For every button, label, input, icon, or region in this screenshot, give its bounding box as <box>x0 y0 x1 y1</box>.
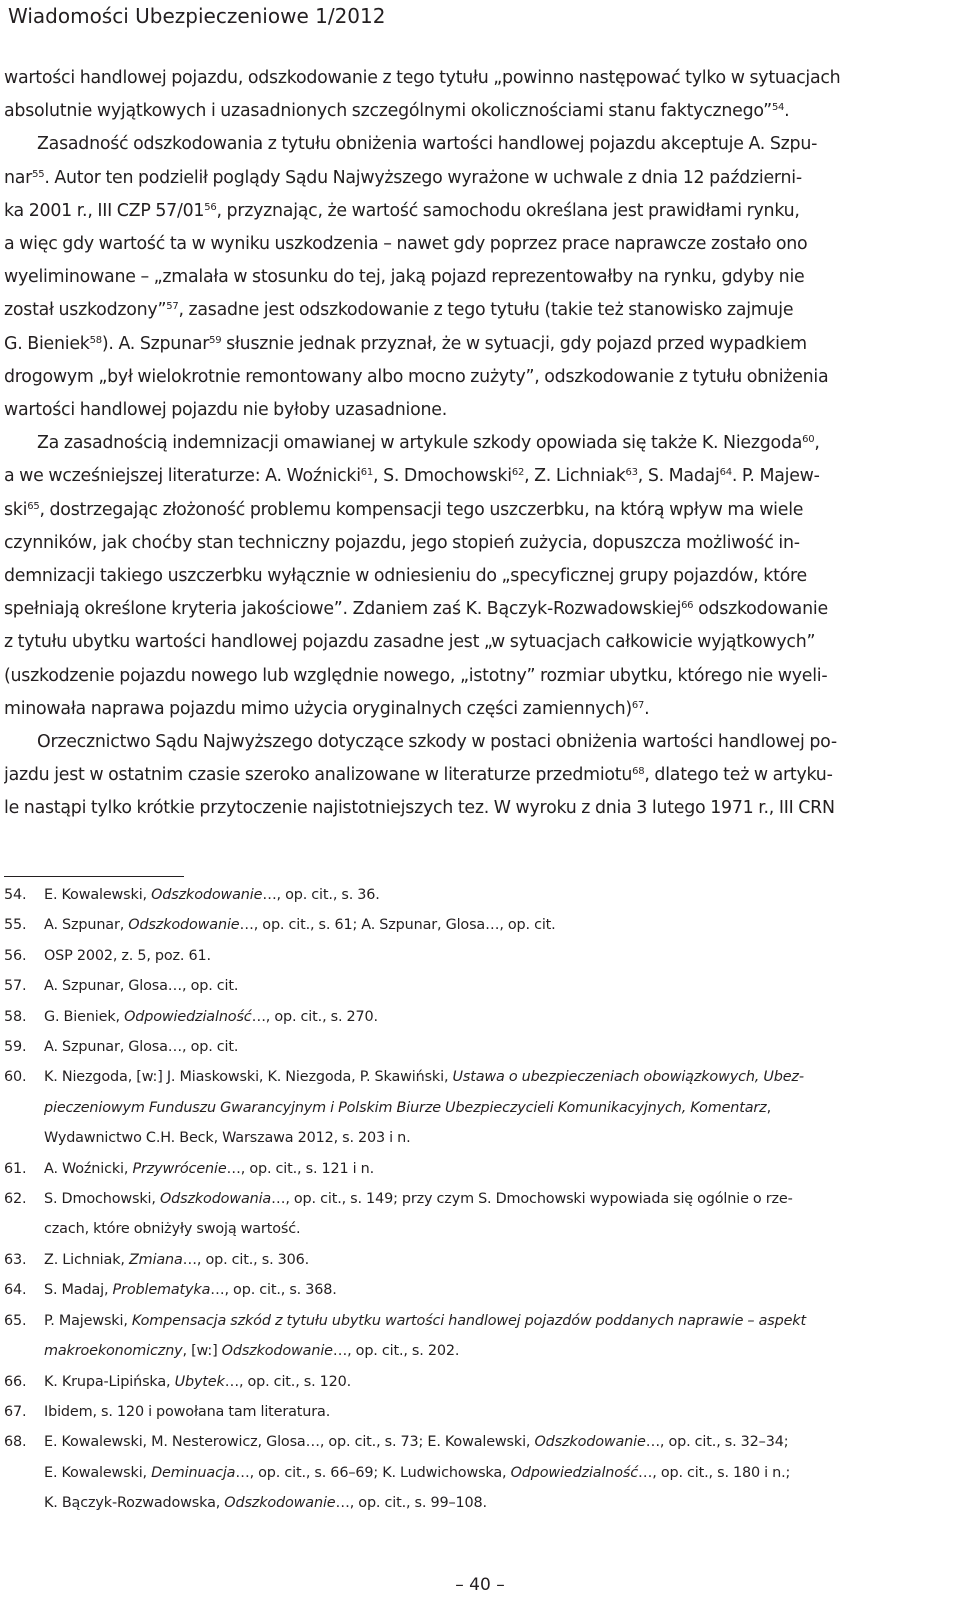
footnote-line <box>44 1062 940 1092</box>
footnote-line <box>44 1093 940 1123</box>
italic-title: Odszkodowanie <box>534 1434 646 1451</box>
footnote-number: 56. <box>4 947 27 964</box>
footnote-line <box>44 1427 940 1457</box>
text-run: ). A. Szpunar <box>101 333 210 354</box>
body-line <box>4 494 940 527</box>
body-line <box>4 195 940 228</box>
body-line <box>4 294 940 327</box>
text-run: słusznie jednak przyznał, że w sytuacji, gdy pojazd przed wypadkiem <box>221 333 807 354</box>
text-run: , <box>814 433 820 454</box>
footnote <box>4 1306 940 1367</box>
footnote-line <box>44 1032 940 1062</box>
footnote <box>4 1427 940 1518</box>
text-run: odszkodowanie <box>693 599 828 620</box>
footnote-line <box>44 1458 940 1488</box>
footnote <box>4 1245 940 1275</box>
footnote-number: 65. <box>4 1312 27 1329</box>
footnote-number: 62. <box>4 1191 27 1208</box>
footnote-ref: 62 <box>511 467 525 479</box>
text-run: K. Niezgoda, [w:] J. Miaskowski, K. Niezgoda, P. Skawiński, <box>44 1069 453 1086</box>
footnote-line <box>44 1275 940 1305</box>
footnote-number: 64. <box>4 1282 27 1299</box>
text-run: …, op. cit., s. 66–69; K. Ludwichowska, <box>235 1464 511 1481</box>
italic-title: Ustawa o ubezpieczeniach obowiązkowych, Ubez- <box>452 1069 804 1086</box>
text-run: nar <box>4 167 33 188</box>
body-line <box>4 560 940 593</box>
footnote <box>4 1184 940 1245</box>
text-run: . P. Majew- <box>731 466 820 487</box>
italic-title: Odpowiedzialność <box>124 1008 252 1025</box>
text-run: E. Kowalewski, M. Nesterowicz, Glosa…, op. cit., s. 73; E. Kowalewski, <box>44 1434 535 1451</box>
text-run: …, op. cit., s. 180 i n.; <box>638 1464 791 1481</box>
text-run: z tytułu ubytku wartości handlowej pojazdu zasadne jest „w sytuacjach całkowicie wyjątkowych” <box>4 632 816 653</box>
text-run: …, op. cit., s. 270. <box>251 1008 378 1025</box>
text-run: . <box>784 101 790 122</box>
footnote <box>4 1397 940 1427</box>
body-line <box>4 95 940 128</box>
footnote-number: 63. <box>4 1251 27 1268</box>
text-run: Ibidem, s. 120 i powołana tam literatura. <box>44 1403 331 1420</box>
text-run: Zasadność odszkodowania z tytułu obniżenia wartości handlowej pojazdu akceptuje A. Szpu- <box>37 134 818 155</box>
text-run: …, op. cit., s. 368. <box>210 1282 337 1299</box>
text-run: E. Kowalewski, <box>44 1464 152 1481</box>
footnotes-list <box>4 880 940 1519</box>
body-line <box>4 228 940 261</box>
italic-title: Kompensacja szkód z tytułu ubytku wartości handlowej pojazdów poddanych naprawie – aspekt <box>131 1312 806 1329</box>
footnote-separator <box>4 876 184 877</box>
text-run: , S. Dmochowski <box>373 466 512 487</box>
text-run: jazdu jest w ostatnim czasie szeroko analizowane w literaturze przedmiotu <box>4 765 633 786</box>
footnote-line <box>44 1002 940 1032</box>
text-run: , dostrzegając złożoność problemu kompensacji tego uszczerbku, na którą wpływ ma wiele <box>39 499 804 520</box>
text-run: czynników, jak choćby stan techniczny pojazdu, jego stopień zużycia, dopuszcza możliwość in- <box>4 532 800 553</box>
text-run: wartości handlowej pojazdu, odszkodowanie z tego tytułu „powinno następować tylko w sytuacjach <box>4 68 841 88</box>
footnote-number: 55. <box>4 917 27 934</box>
italic-title: Przywrócenie <box>132 1160 227 1177</box>
body-line <box>4 792 940 825</box>
footnote-line <box>44 1123 940 1153</box>
footnote <box>4 1002 940 1032</box>
text-run: ski <box>4 499 28 520</box>
footnote-ref: 57 <box>166 301 179 313</box>
footnote-line <box>44 1367 940 1397</box>
footnote <box>4 1062 940 1153</box>
text-run: S. Dmochowski, <box>44 1191 160 1208</box>
body-line <box>4 759 940 792</box>
footnote-line <box>44 1488 940 1518</box>
italic-title: Problematyka <box>112 1282 211 1299</box>
italic-title: pieczeniowym Funduszu Gwarancyjnym i Polskim Biurze Ubezpieczycieli Komunikacyjnych, Komentarz <box>44 1099 767 1116</box>
text-run: …, op. cit., s. 61; A. Szpunar, Glosa…, op. cit. <box>239 917 556 934</box>
text-run: …, op. cit., s. 121 i n. <box>226 1160 375 1177</box>
body-line <box>4 128 940 161</box>
text-run: A. Szpunar, Glosa…, op. cit. <box>44 978 239 995</box>
body-line <box>4 328 940 361</box>
text-run: wyeliminowane – „zmalała w stosunku do tej, jaką pojazd reprezentowałby na rynku, gdyby nie <box>4 267 805 288</box>
footnote-ref: 63 <box>625 467 638 479</box>
text-run: , [w:] <box>182 1343 222 1360</box>
body-line <box>4 427 940 460</box>
text-run: …, op. cit., s. 99–108. <box>335 1495 487 1512</box>
body-line <box>4 527 940 560</box>
footnote-number: 58. <box>4 1008 27 1025</box>
text-run: (uszkodzenie pojazdu nowego lub względnie nowego, „istotny” rozmiar ubytku, którego nie wyeli- <box>4 665 828 686</box>
footnote-number: 67. <box>4 1403 27 1420</box>
body-line <box>4 726 940 759</box>
text-run: A. Szpunar, <box>44 917 129 934</box>
footnote-number: 60. <box>4 1069 27 1086</box>
text-run: . Autor ten podzielił poglądy Sądu Najwyższego wyrażone w uchwale z dnia 12 październi- <box>44 167 802 188</box>
text-run: A. Woźnicki, <box>44 1160 133 1177</box>
text-run: demnizacji takiego uszczerbku wyłącznie w odniesieniu do „specyficznej grupy pojazdów, które <box>4 566 808 587</box>
footnote-line <box>44 1306 940 1336</box>
text-run: G. Bieniek <box>4 333 90 354</box>
text-run: …, op. cit., s. 120. <box>224 1373 352 1390</box>
footnote-line <box>44 880 940 910</box>
italic-title: Odszkodowanie <box>221 1343 333 1360</box>
text-run: …, op. cit., s. 32–34; <box>645 1434 789 1451</box>
text-run: wartości handlowej pojazdu nie byłoby uzasadnione. <box>4 400 448 421</box>
italic-title: Deminuacja <box>151 1464 236 1481</box>
text-run: …, op. cit., s. 306. <box>182 1251 310 1268</box>
footnote <box>4 1275 940 1305</box>
text-run: G. Bieniek, <box>44 1008 125 1025</box>
footnote-ref: 68 <box>632 766 645 778</box>
text-run: le nastąpi tylko krótkie przytoczenie najistotniejszych tez. W wyroku z dnia 3 lutego 1971 r., III CRN <box>4 798 835 819</box>
text-run: …, op. cit., s. 36. <box>262 887 380 903</box>
text-run: Orzecznictwo Sądu Najwyższego dotyczące szkody w postaci obniżenia wartości handlowej po- <box>37 732 837 753</box>
text-run: minowała naprawa pojazdu mimo użycia oryginalnych części zamiennych) <box>4 698 632 719</box>
italic-title: Odszkodowanie <box>128 917 240 934</box>
text-run: a we wcześniejszej literaturze: A. Woźnicki <box>4 466 361 487</box>
text-run: K. Krupa-Lipińska, <box>44 1373 175 1390</box>
footnote <box>4 1154 940 1184</box>
text-run: Za zasadnością indemnizacji omawianej w artykule szkody opowiada się także K. Niezgoda <box>37 433 803 454</box>
footnote-number: 61. <box>4 1160 27 1177</box>
footnote-ref: 67 <box>631 699 645 711</box>
footnote-number: 68. <box>4 1434 27 1451</box>
body-line <box>4 261 940 294</box>
footnote-ref: 56 <box>204 201 217 213</box>
italic-title: makroekonomiczny <box>44 1343 183 1360</box>
footnote-line <box>44 1245 940 1275</box>
footnote <box>4 910 940 940</box>
footnote-line <box>44 941 940 971</box>
text-run: …, op. cit., s. 149; przy czym S. Dmochowski wypowiada się ogólnie o rze- <box>271 1191 793 1208</box>
footnote-line <box>44 971 940 1001</box>
footnote-ref: 66 <box>681 600 694 612</box>
italic-title: Zmiana <box>128 1251 183 1268</box>
text-run: ka 2001 r., III CZP 57/01 <box>4 200 205 221</box>
text-run: Wydawnictwo C.H. Beck, Warszawa 2012, s. 203 i n. <box>44 1130 411 1147</box>
footnote-line <box>44 1397 940 1427</box>
footnote-ref: 59 <box>209 334 222 346</box>
body-line <box>4 162 940 195</box>
footnote-ref: 55 <box>32 168 45 180</box>
body-line <box>4 62 940 95</box>
italic-title: Odpowiedzialność <box>510 1464 639 1481</box>
footnote-line <box>44 1184 940 1214</box>
text-run: K. Bączyk-Rozwadowska, <box>44 1495 225 1512</box>
footnote-ref: 58 <box>89 334 102 346</box>
text-run: , S. Madaj <box>637 466 720 487</box>
text-run: , zasadne jest odszkodowanie z tego tytułu (takie też stanowisko zajmuje <box>178 300 794 321</box>
italic-title: Odszkodowania <box>159 1191 272 1208</box>
text-run: , <box>766 1099 772 1116</box>
footnote-number: 54. <box>4 887 27 903</box>
footnote-ref: 54 <box>771 102 785 114</box>
text-run: , Z. Lichniak <box>524 466 626 487</box>
footnote-ref: 61 <box>360 467 374 479</box>
text-run: , dlatego też w artyku- <box>644 765 833 786</box>
body-line <box>4 593 940 626</box>
text-run: Z. Lichniak, <box>44 1251 129 1268</box>
text-run: A. Szpunar, Glosa…, op. cit. <box>44 1039 239 1056</box>
body-line <box>4 660 940 693</box>
text-run: absolutnie wyjątkowych i uzasadnionych szczególnymi okolicznościami stanu faktycznego” <box>4 101 772 122</box>
text-run: został uszkodzony” <box>4 300 167 321</box>
text-run: OSP 2002, z. 5, poz. 61. <box>44 947 211 964</box>
body-line <box>4 460 940 493</box>
footnote-ref: 64 <box>719 467 732 479</box>
footnote <box>4 1032 940 1062</box>
running-header: Wiadomości Ubezpieczeniowe 1/2012 <box>8 4 386 28</box>
footnote <box>4 880 940 910</box>
text-run: …, op. cit., s. 202. <box>332 1343 460 1360</box>
text-run: . <box>644 698 650 719</box>
footnote-number: 59. <box>4 1039 27 1056</box>
footnote-number: 57. <box>4 978 27 995</box>
article-body <box>4 62 940 826</box>
italic-title: Odszkodowanie <box>224 1495 336 1512</box>
footnote-line <box>44 1336 940 1366</box>
body-line <box>4 361 940 394</box>
text-run: E. Kowalewski, <box>44 887 152 903</box>
footnote-ref: 60 <box>802 434 815 446</box>
italic-title: Ubytek <box>174 1373 225 1390</box>
text-run: drogowym „był wielokrotnie remontowany albo mocno zużyty”, odszkodowanie z tytułu obniżenia <box>4 366 829 387</box>
text-run: S. Madaj, <box>44 1282 113 1299</box>
footnote <box>4 941 940 971</box>
text-run: spełniają określone kryteria jakościowe”. Zdaniem zaś K. Bączyk-Rozwadowskiej <box>4 599 682 620</box>
footnote <box>4 1367 940 1397</box>
text-run: , przyznając, że wartość samochodu określana jest prawidłami rynku, <box>216 200 800 221</box>
text-run: czach, które obniżyły swoją wartość. <box>44 1221 301 1238</box>
text-run: P. Majewski, <box>44 1312 132 1329</box>
body-line <box>4 626 940 659</box>
body-line <box>4 693 940 726</box>
text-run: a więc gdy wartość ta w wyniku uszkodzenia – nawet gdy poprzez prace naprawcze zostało ono <box>4 234 808 255</box>
footnote-line <box>44 1154 940 1184</box>
page-number: – 40 – <box>455 1575 505 1595</box>
footnote-line <box>44 910 940 940</box>
footnote-line <box>44 1214 940 1244</box>
footnote <box>4 971 940 1001</box>
footnote-ref: 65 <box>27 500 40 512</box>
italic-title: Odszkodowanie <box>151 887 263 903</box>
footnote-number: 66. <box>4 1373 27 1390</box>
body-line <box>4 394 940 427</box>
